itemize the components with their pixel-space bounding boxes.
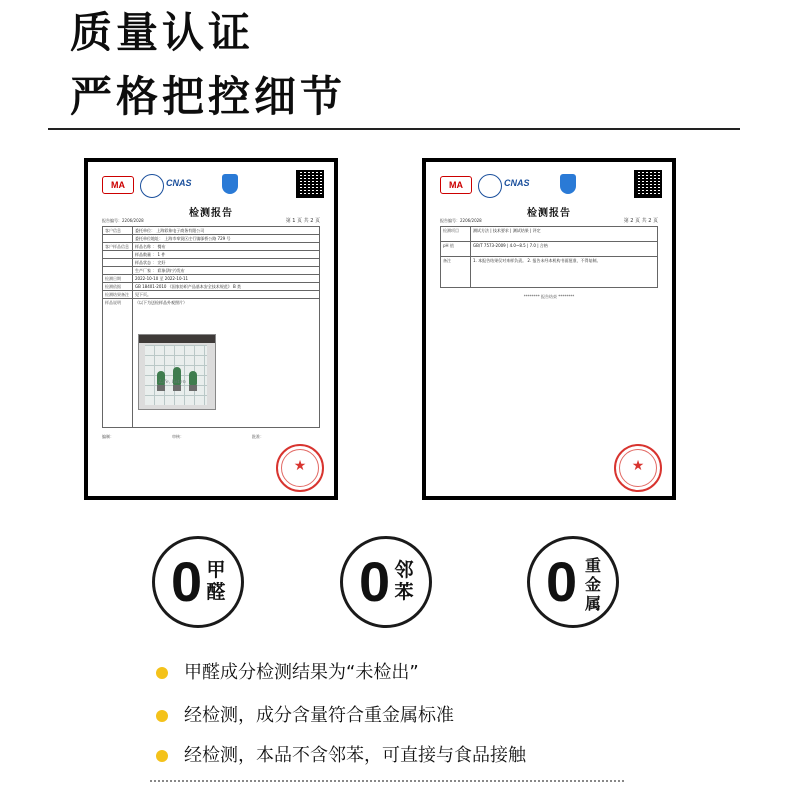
official-seal: [614, 444, 662, 492]
cnas-logo: CNAS: [166, 178, 192, 188]
table-cell-key: [103, 235, 133, 242]
institution-emblem-icon: [222, 174, 238, 194]
badge-char: 苯: [394, 581, 414, 603]
table-cell-value: 样品状态 ： 完好: [133, 259, 320, 266]
test-report-page-1: [84, 158, 338, 500]
star-icon: ★: [293, 458, 307, 474]
badge-char: 重: [584, 556, 601, 575]
badge-char: 属: [584, 594, 601, 613]
qr-code: [296, 170, 324, 198]
divider-line: [48, 128, 740, 130]
plant-pot: [173, 385, 181, 391]
page-indicator: 第 2 页 共 2 页: [623, 218, 658, 224]
certification-logos: [440, 172, 590, 198]
table-cell-value: GB/T 7573-2009 | 4.0~8.5 | 7.0 | 合格: [471, 242, 658, 256]
cma-logo: MA: [102, 176, 134, 194]
table-cell-value: 样品数量 ： 1 件: [133, 251, 320, 258]
badge-label: [391, 559, 417, 603]
table-cell-value: 见下页。: [133, 291, 320, 298]
signature-compiler: 编制：: [102, 434, 114, 439]
badge-char: 醛: [206, 581, 226, 603]
results-table: [440, 226, 658, 288]
table-cell-key: 检测日期: [103, 275, 133, 282]
table-cell-value: 生产厂家 ： 彩象(海宁)发布: [133, 267, 320, 274]
table-row: [441, 227, 658, 242]
certification-logos: [102, 172, 252, 198]
table-cell-key: 检测结果备注: [103, 291, 133, 298]
table-cell-key: 备注: [441, 257, 471, 287]
table-row: [103, 267, 320, 275]
tablecloth-print-text: Life, listen: [159, 379, 186, 385]
table-cell-value: 1. 本报告结果仅对来样负责。 2. 报告未经本机构书面批准，不得复制。: [471, 257, 658, 287]
table-row: [103, 283, 320, 291]
report-end-note: ******** 报告结束 ********: [523, 294, 575, 299]
badge-char: 甲: [206, 559, 226, 581]
cnas-logo: CNAS: [504, 178, 530, 188]
signature-reviewer: 审核：: [172, 434, 184, 439]
table-row: [441, 257, 658, 288]
plant-icon: [189, 371, 197, 385]
report-title: 检测报告: [189, 208, 233, 219]
table-cell-value: 测试方法 | 技术要求 | 测试结果 | 评定: [471, 227, 658, 241]
table-cell-key: 客户信息: [103, 227, 133, 234]
table-cell-value: 委托单位： 上海彩象电子商务有限公司: [133, 227, 320, 234]
report-number: 报告编号：2206/2028: [440, 218, 482, 223]
tablecloth-image: [145, 345, 207, 405]
plant-pot: [189, 385, 197, 391]
qr-code: [634, 170, 662, 198]
ilac-mra-logo: [140, 174, 164, 198]
table-row: [103, 259, 320, 267]
table-row: [103, 251, 320, 259]
zero-formaldehyde-badge: [152, 536, 244, 628]
badge-label: [580, 556, 606, 613]
table-cell-value: 委托单位地址： 上海市奉贤区庄行镇邬桥公路 729 号: [133, 235, 320, 242]
signature-row: [102, 434, 320, 442]
table-row: [103, 227, 320, 235]
ilac-mra-logo: [478, 174, 502, 198]
headline-strict-control: 严格把控细节: [70, 72, 347, 121]
bullet-dot-icon: [156, 667, 168, 679]
headline-quality-certification: 质量认证: [70, 8, 255, 57]
dotted-divider: [150, 780, 624, 782]
table-cell-key: [103, 259, 133, 266]
badge-zero: 0: [546, 550, 578, 613]
table-cell-key: [103, 251, 133, 258]
table-cell-key: [103, 267, 133, 274]
table-cell-key: pH 值: [441, 242, 471, 256]
table-cell-value: 样品名称 ： 餐布: [133, 243, 320, 250]
bullet-text: 经检测，成分含量符合重金属标准: [184, 705, 454, 726]
table-row: [103, 235, 320, 243]
table-row: [103, 291, 320, 299]
badge-char: 邻: [394, 559, 414, 581]
table-cell-value: 2022-10-10 至 2022-10-11: [133, 275, 320, 282]
list-item: [156, 660, 656, 686]
institution-emblem-icon: [560, 174, 576, 194]
badge-zero: 0: [359, 550, 391, 613]
zero-phthalate-badge: [340, 536, 432, 628]
table-cell-key: 检测项目: [441, 227, 471, 241]
bullet-dot-icon: [156, 750, 168, 762]
list-item: [156, 743, 656, 769]
report-title: 检测报告: [527, 208, 571, 219]
bullet-dot-icon: [156, 710, 168, 722]
table-cell-key: 客户样品信息: [103, 243, 133, 250]
zero-heavy-metal-badge: [527, 536, 619, 628]
table-row: [441, 242, 658, 257]
page-indicator: 第 1 页 共 2 页: [285, 218, 320, 224]
table-row: [103, 275, 320, 283]
bullet-text: 甲醛成分检测结果为“未检出”: [184, 662, 419, 683]
star-icon: ★: [631, 458, 645, 474]
sample-photo: [138, 334, 216, 410]
badge-char: 金: [584, 575, 601, 594]
table-cell-key: 样品说明: [103, 299, 133, 427]
test-report-page-2: [422, 158, 676, 500]
badge-zero: 0: [171, 550, 203, 613]
official-seal: [276, 444, 324, 492]
plant-pot: [157, 385, 165, 391]
table-cell-value: （以下为送检样品外观照片）: [133, 299, 320, 427]
table-cell-key: 检测依据: [103, 283, 133, 290]
report-number: 报告编号：2206/2028: [102, 218, 144, 223]
table-cell-value: GB 18401-2010 《国家纺织产品基本安全技术规范》 B 类: [133, 283, 320, 290]
badge-label: [203, 559, 229, 603]
signature-approver: 批准：: [252, 434, 264, 439]
bullet-text: 经检测，本品不含邻苯，可直接与食品接触: [184, 745, 526, 766]
list-item: [156, 703, 656, 729]
table-row: [103, 243, 320, 251]
cma-logo: MA: [440, 176, 472, 194]
